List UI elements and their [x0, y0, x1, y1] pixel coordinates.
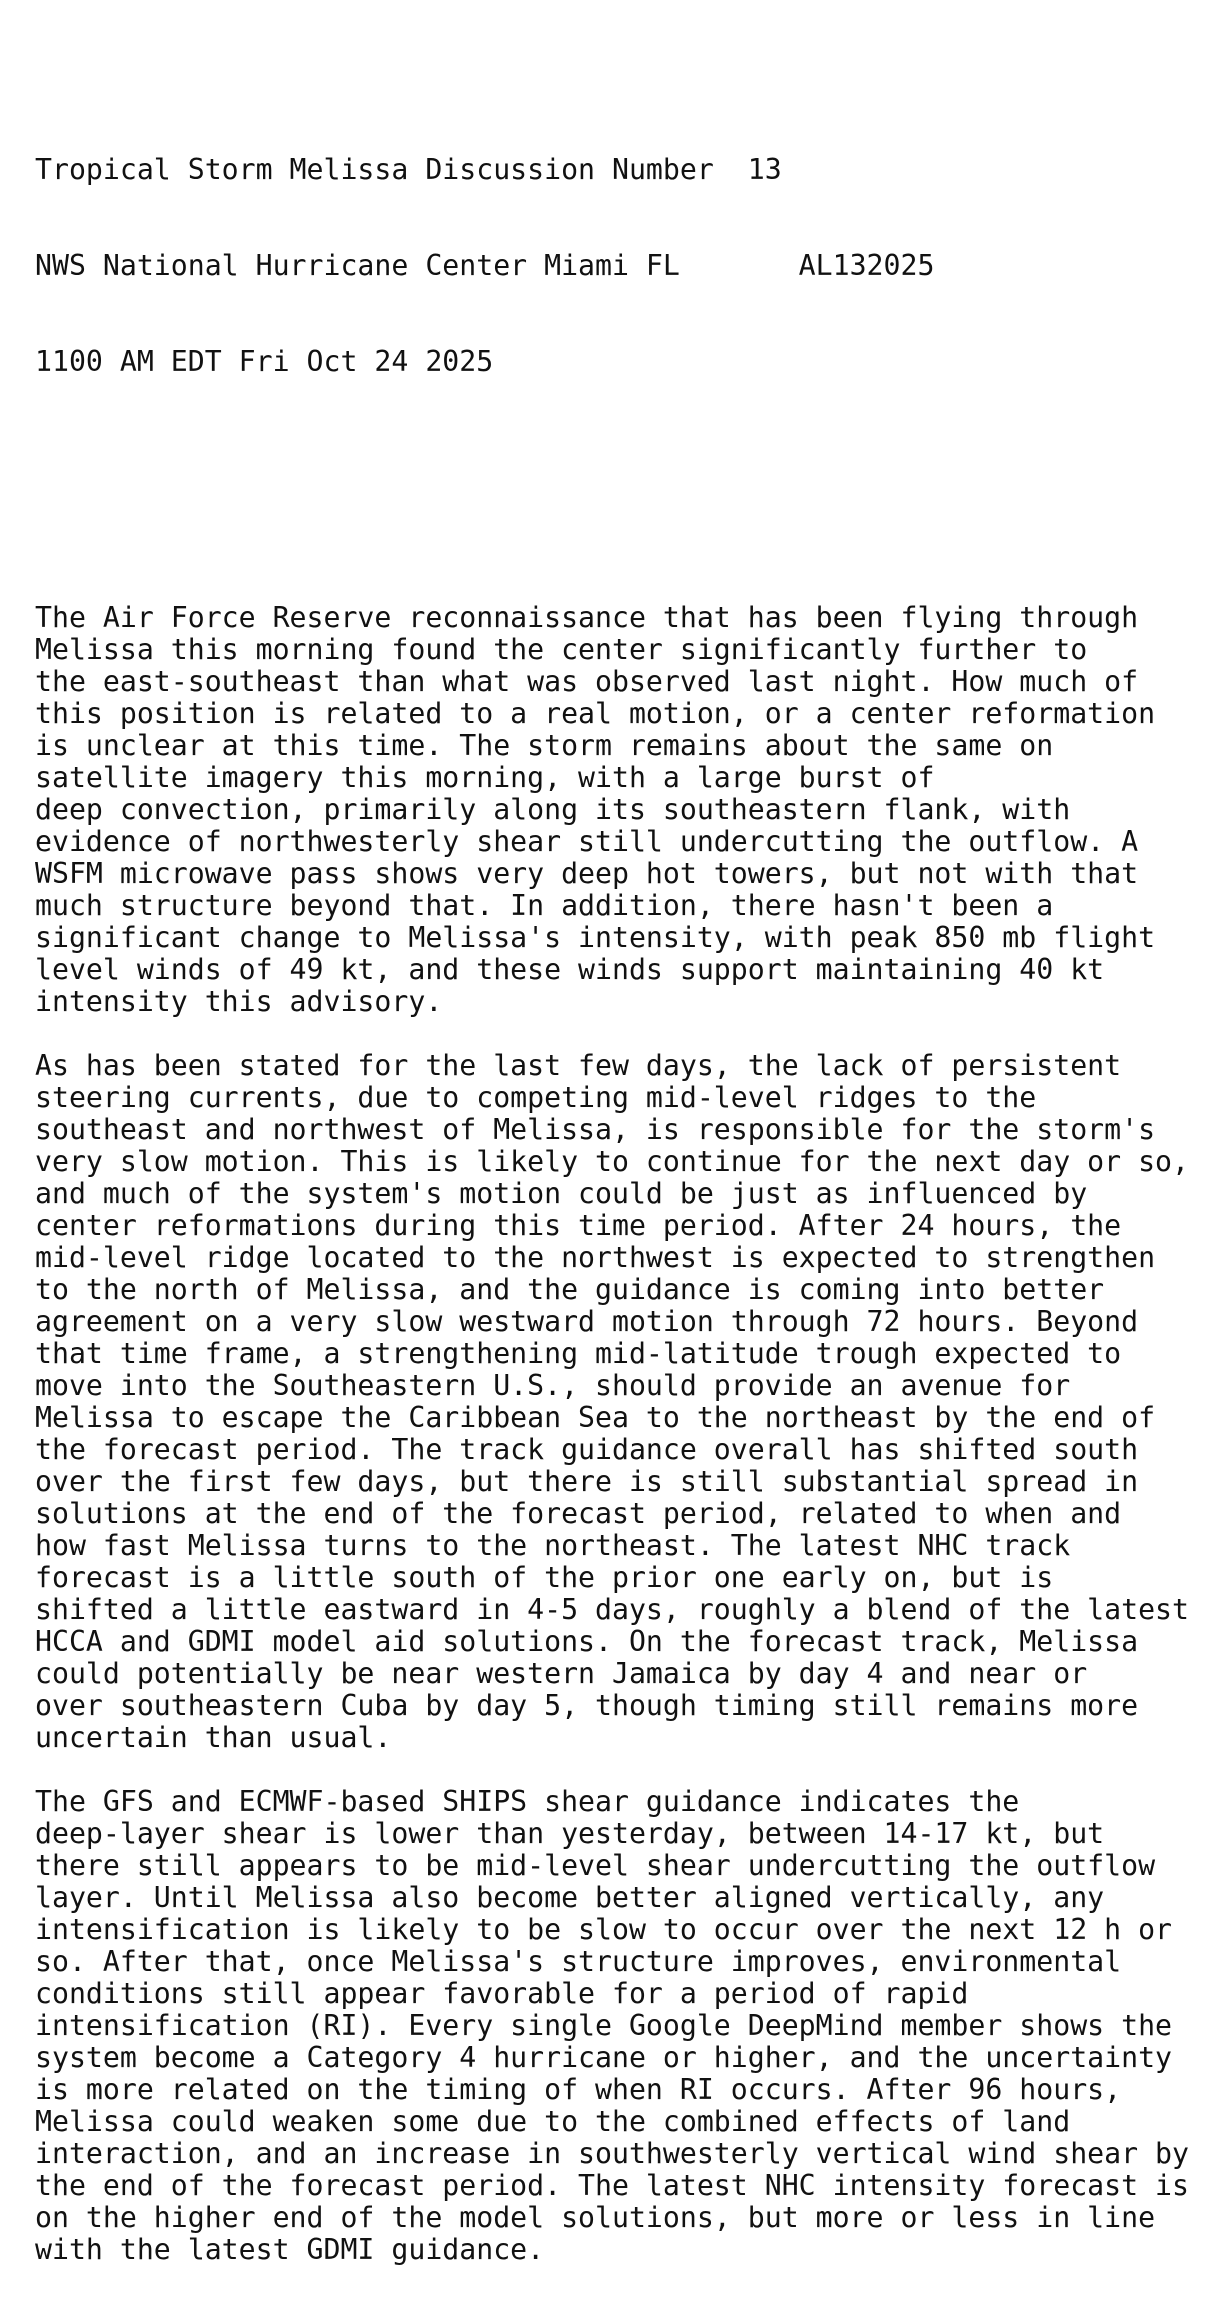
text-line: The Air Force Reserve reconnaissance that has been flying through: [35, 601, 1139, 634]
text-line: Melissa to escape the Caribbean Sea to the northeast by the end of: [35, 1401, 1156, 1434]
text-line: with the latest GDMI guidance.: [35, 2233, 545, 2266]
text-line: uncertain than usual.: [35, 1721, 392, 1754]
text-line: interaction, and an increase in southwesterly vertical wind shear by: [35, 2137, 1189, 2170]
text-line: this position is related to a real motion, or a center reformation: [35, 697, 1156, 730]
text-line: Melissa could weaken some due to the combined effects of land: [35, 2105, 1071, 2138]
text-line: satellite imagery this morning, with a large burst of: [35, 761, 935, 794]
text-line: deep-layer shear is lower than yesterday, between 14-17 kt, but: [35, 1817, 1105, 1850]
document-header: [35, 90, 1215, 442]
text-line: over the first few days, but there is still substantial spread in: [35, 1465, 1139, 1498]
text-line: solutions at the end of the forecast period, related to when and: [35, 1497, 1122, 1530]
blank-line: [35, 1018, 1215, 1050]
paragraph-2: [35, 1050, 1215, 1754]
text-line: the end of the forecast period. The latest NHC intensity forecast is: [35, 2169, 1189, 2202]
text-line: intensification is likely to be slow to occur over the next 12 h or: [35, 1913, 1173, 1946]
text-line: intensification (RI). Every single Google DeepMind member shows the: [35, 2009, 1173, 2042]
text-line: how fast Melissa turns to the northeast. The latest NHC track: [35, 1529, 1071, 1562]
header-title: Tropical Storm Melissa Discussion Number 13: [35, 153, 782, 186]
text-line: is more related on the timing of when RI occurs. After 96 hours,: [35, 2073, 1122, 2106]
discussion-body: [35, 602, 1215, 2266]
discussion-document: [35, 26, 1215, 2298]
text-line: HCCA and GDMI model aid solutions. On the forecast track, Melissa: [35, 1625, 1139, 1658]
text-line: on the higher end of the model solutions, but more or less in line: [35, 2201, 1156, 2234]
text-line: As has been stated for the last few days, the lack of persistent: [35, 1049, 1122, 1082]
text-line: significant change to Melissa's intensity, with peak 850 mb flight: [35, 921, 1156, 954]
blank-line: [35, 506, 1215, 538]
text-line: that time frame, a strengthening mid-latitude trough expected to: [35, 1337, 1122, 1370]
text-line: so. After that, once Melissa's structure improves, environmental: [35, 1945, 1122, 1978]
blank-line: [35, 1754, 1215, 1786]
text-line: forecast is a little south of the prior one early on, but is: [35, 1561, 1054, 1594]
text-line: and much of the system's motion could be just as influenced by: [35, 1177, 1088, 1210]
text-line: agreement on a very slow westward motion through 72 hours. Beyond: [35, 1305, 1139, 1338]
text-line: could potentially be near western Jamaica by day 4 and near or: [35, 1657, 1088, 1690]
text-line: center reformations during this time period. After 24 hours, the: [35, 1209, 1122, 1242]
text-line: move into the Southeastern U.S., should provide an avenue for: [35, 1369, 1071, 1402]
text-line: over southeastern Cuba by day 5, though timing still remains more: [35, 1689, 1139, 1722]
text-line: conditions still appear favorable for a period of rapid: [35, 1977, 969, 2010]
header-datetime: 1100 AM EDT Fri Oct 24 2025: [35, 345, 494, 378]
text-line: intensity this advisory.: [35, 985, 443, 1018]
text-line: WSFM microwave pass shows very deep hot towers, but not with that: [35, 857, 1139, 890]
text-line: layer. Until Melissa also become better aligned vertically, any: [35, 1881, 1105, 1914]
text-line: much structure beyond that. In addition, there hasn't been a: [35, 889, 1054, 922]
text-line: deep convection, primarily along its southeastern flank, with: [35, 793, 1071, 826]
text-line: The GFS and ECMWF-based SHIPS shear guidance indicates the: [35, 1785, 1020, 1818]
text-line: the forecast period. The track guidance overall has shifted south: [35, 1433, 1139, 1466]
paragraph-1: [35, 602, 1215, 1018]
text-line: very slow motion. This is likely to continue for the next day or so,: [35, 1145, 1189, 1178]
text-line: southeast and northwest of Melissa, is responsible for the storm's: [35, 1113, 1156, 1146]
text-line: is unclear at this time. The storm remains about the same on: [35, 729, 1054, 762]
text-line: mid-level ridge located to the northwest is expected to strengthen: [35, 1241, 1156, 1274]
text-line: level winds of 49 kt, and these winds support maintaining 40 kt: [35, 953, 1105, 986]
text-line: steering currents, due to competing mid-level ridges to the: [35, 1081, 1037, 1114]
text-line: the east-southeast than what was observed last night. How much of: [35, 665, 1139, 698]
paragraph-3: [35, 1786, 1215, 2266]
header-office: NWS National Hurricane Center Miami FL AL132025: [35, 249, 935, 282]
text-line: Melissa this morning found the center significantly further to: [35, 633, 1088, 666]
text-line: system become a Category 4 hurricane or higher, and the uncertainty: [35, 2041, 1173, 2074]
text-line: shifted a little eastward in 4-5 days, roughly a blend of the latest: [35, 1593, 1189, 1626]
text-line: to the north of Melissa, and the guidance is coming into better: [35, 1273, 1105, 1306]
text-line: there still appears to be mid-level shear undercutting the outflow: [35, 1849, 1156, 1882]
text-line: evidence of northwesterly shear still undercutting the outflow. A: [35, 825, 1139, 858]
